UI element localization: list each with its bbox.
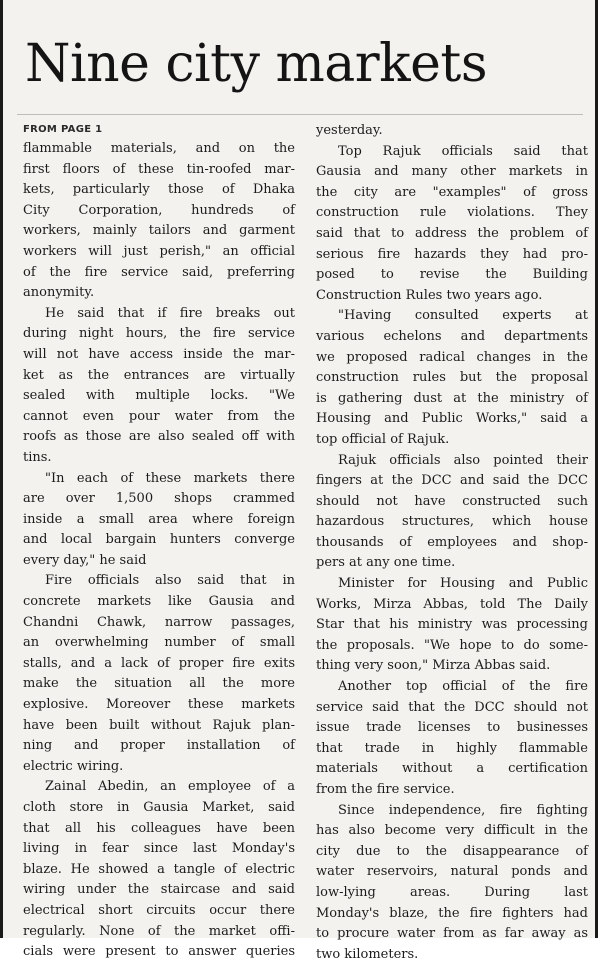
text-line: top official of Rajuk.: [316, 431, 450, 447]
text-line: blaze. He showed a tangle of electric: [23, 861, 295, 877]
text-line: electrical short circuits occur there: [23, 902, 295, 918]
text-line: should not have constructed such: [316, 493, 588, 509]
text-line: construction rules but the proposal: [316, 370, 588, 386]
text-line: the proposals. "We hope to do some-: [316, 637, 588, 653]
text-line: yesterday.: [316, 123, 383, 138]
text-line: City Corporation, hundreds of: [23, 202, 295, 218]
text-line: posed to revise the Building: [316, 267, 588, 283]
text-line: Gausia and many other markets in: [316, 164, 588, 180]
text-line: sealed with multiple locks. "We: [23, 388, 295, 404]
text-line: water reservoirs, natural ponds and: [316, 864, 588, 880]
text-line: fingers at the DCC and said the DCC: [316, 473, 588, 489]
text-line: Since independence, fire fighting: [338, 802, 588, 818]
text-line: workers, mainly tailors and garment: [23, 223, 295, 239]
text-line: city due to the disappearance of: [316, 843, 588, 859]
text-line: Fire officials also said that in: [45, 573, 295, 589]
text-line: an overwhelming number of small: [23, 635, 295, 651]
text-line: have been built without Rajuk plan-: [23, 717, 295, 733]
text-line: ket as the entrances are virtually: [23, 367, 295, 383]
text-line: is gathering dust at the ministry of: [316, 390, 588, 406]
text-line: the city are "examples" of gross: [316, 184, 588, 200]
text-line: wiring under the staircase and said: [23, 882, 295, 898]
text-line: tins.: [23, 449, 52, 465]
text-line: "Having consulted experts at: [338, 308, 588, 324]
text-line: concrete markets like Gausia and: [23, 594, 295, 610]
text-line: during night hours, the fire service: [23, 326, 295, 342]
text-line: He said that if fire breaks out: [45, 305, 295, 321]
text-line: thousands of employees and shop-: [316, 534, 588, 550]
article-column-right: [316, 121, 588, 965]
text-line: make the situation all the more: [23, 676, 295, 692]
text-line: thing very soon," Mirza Abbas said.: [316, 658, 551, 674]
text-line: Construction Rules two years ago.: [316, 287, 543, 303]
text-line: stalls, and a lack of proper fire exits: [23, 655, 295, 671]
text-line: kets, particularly those of Dhaka: [23, 182, 295, 198]
text-line: that trade in highly flammable: [316, 740, 588, 756]
text-line: roofs as those are also sealed off with: [23, 429, 295, 445]
text-line: Minister for Housing and Public: [338, 576, 588, 592]
text-line: two kilometers.: [316, 946, 419, 962]
text-line: inside a small area where foreign: [23, 511, 295, 527]
text-line: Chandni Chawk, narrow passages,: [23, 614, 295, 630]
text-line: construction rule violations. They: [316, 205, 588, 221]
text-line: Housing and Public Works," said a: [316, 411, 588, 427]
text-line: and local bargain hunters converge: [23, 532, 295, 548]
text-line: Star that his ministry was processing: [316, 617, 588, 633]
text-line: explosive. Moreover these markets: [23, 697, 295, 713]
text-line: we proposed radical changes in the: [316, 349, 588, 365]
text-line: from the fire service.: [316, 782, 455, 797]
text-line: low-lying areas. During last: [316, 884, 588, 900]
headline-divider: [17, 114, 583, 115]
text-line: serious fire hazards they had pro-: [316, 246, 588, 262]
from-page-kicker: FROM PAGE 1: [23, 124, 103, 135]
text-line: regularly. None of the market offi-: [23, 923, 295, 939]
article-column-left: [23, 121, 295, 963]
text-line: of the fire service said, preferring: [23, 264, 295, 280]
text-line: Monday's blaze, the fire fighters had: [316, 905, 588, 921]
text-line: electric wiring.: [23, 758, 124, 774]
text-line: materials without a certification: [316, 761, 588, 777]
text-line: Top Rajuk officials said that: [338, 143, 588, 159]
text-line: pers at any one time.: [316, 555, 456, 571]
text-line: said that to address the problem of: [316, 225, 588, 241]
text-line: living in fear since last Monday's: [23, 841, 295, 857]
text-line: Zainal Abedin, an employee of a: [45, 779, 295, 795]
text-line: Another top official of the fire: [338, 679, 588, 695]
text-line: every day," he said: [23, 552, 147, 568]
text-line: Works, Mirza Abbas, told The Daily: [316, 596, 588, 612]
text-line: ning and proper installation of: [23, 738, 295, 754]
text-line: to procure water from as far away as: [316, 926, 588, 942]
text-line: "In each of these markets there: [45, 470, 295, 486]
text-line: issue trade licenses to businesses: [316, 720, 588, 736]
text-line: Rajuk officials also pointed their: [338, 452, 588, 468]
text-line: service said that the DCC should not: [316, 699, 588, 715]
text-line: cials were present to answer queries: [23, 944, 295, 960]
text-line: anonymity.: [23, 285, 95, 301]
text-line: will not have access inside the mar-: [23, 346, 295, 362]
text-line: flammable materials, and on the: [23, 141, 295, 156]
text-line: are over 1,500 shops crammed: [23, 491, 295, 507]
text-line: that all his colleagues have been: [23, 820, 295, 836]
text-line: cannot even pour water from the: [23, 408, 295, 424]
text-line: various echelons and departments: [316, 328, 588, 344]
text-line: hazardous structures, which house: [316, 514, 588, 530]
text-line: has also become very difficult in the: [316, 823, 588, 839]
text-line: workers will just perish," an official: [23, 243, 295, 259]
text-line: cloth store in Gausia Market, said: [23, 800, 295, 815]
text-line: first floors of these tin-roofed mar-: [23, 161, 295, 177]
headline: Nine city markets: [25, 34, 488, 94]
